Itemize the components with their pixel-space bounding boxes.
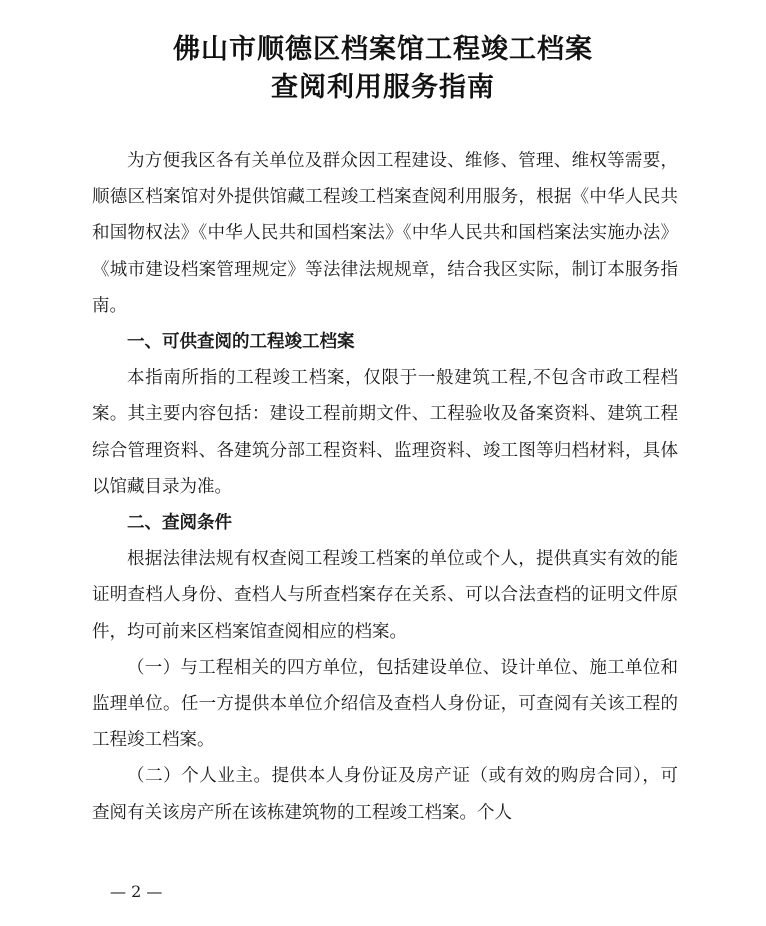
archives-scope-paragraph: 本指南所指的工程竣工档案，仅限于一般建筑工程,不包含市政工程档案。其主要内容包括：建设工程前期文件、工程验收及备案资料、建筑工程综合管理资料、各建筑分部工程资料、监理资料、竣工图等归档材料，具体以馆藏目录为准。 — [92, 368, 678, 497]
condition-item-2: （二）个人业主。提供本人身份证及房产证（或有效的购房合同），可查阅有关该房产所在该栋建筑物的工程竣工档案。个人 — [92, 766, 678, 823]
page-number: — 2 — — [110, 882, 163, 901]
condition-item-1: （一）与工程相关的四方单位，包括建设单位、设计单位、施工单位和监理单位。任一方提供本单位介绍信及查档人身份证，可查阅有关该工程的工程竣工档案。 — [92, 657, 678, 751]
conditions-paragraph: 根据法律法规有权查阅工程竣工档案的单位或个人，提供真实有效的能证明查档人身份、查档人与所查档案存在关系、可以合法查档的证明文件原件，均可前来区档案馆查阅相应的档案。 — [92, 549, 678, 642]
document-title-line-1: 佛山市顺德区档案馆工程竣工档案 — [173, 34, 593, 65]
section-heading-conditions: 二、查阅条件 — [127, 513, 232, 534]
section-heading-archives: 一、可供查阅的工程竣工档案 — [127, 332, 355, 353]
intro-paragraph: 为方便我区各有关单位及群众因工程建设、维修、管理、维权等需要，顺德区档案馆对外提供馆藏工程竣工档案查阅利用服务，根据《中华人民共和国物权法》《中华人民共和国档案法》《中华人民共和国档案法实施办法》《城市建设档案管理规定》等法律法规规章，结合我区实际，制订本服务指南。 — [92, 151, 678, 316]
document-title-line-2: 查阅利用服务指南 — [271, 72, 495, 103]
document-body — [92, 143, 678, 831]
